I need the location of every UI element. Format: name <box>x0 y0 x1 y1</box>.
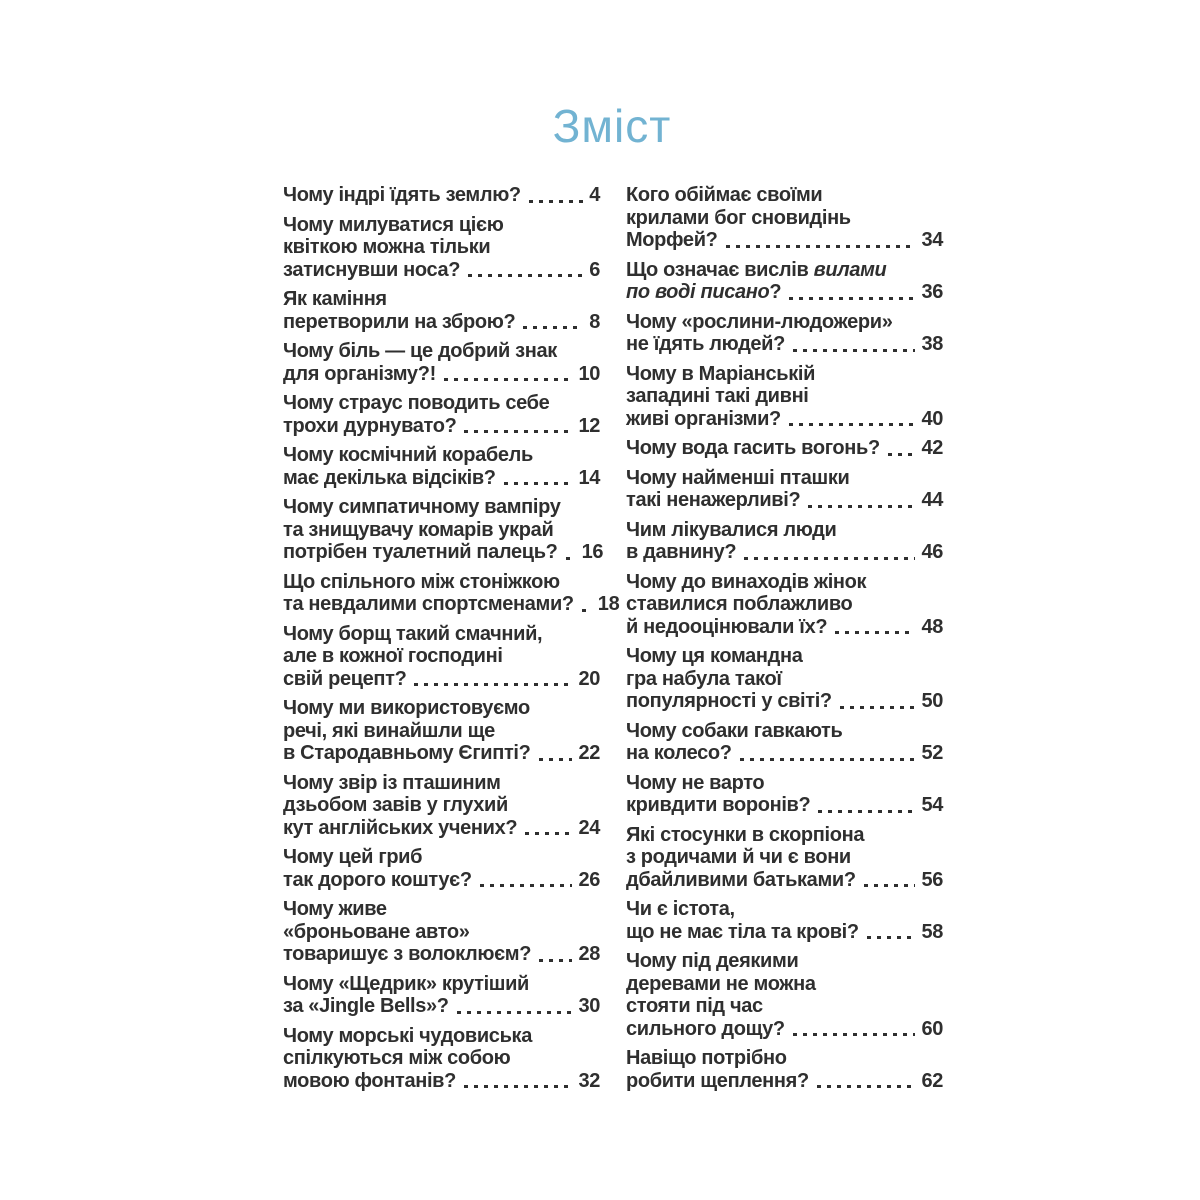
toc-entry-text: Що спільного між стоніжкою <box>283 570 560 593</box>
toc-entry-text: Кого обіймає своїми <box>626 184 823 206</box>
toc-entry-line <box>626 333 943 356</box>
toc-entry-line <box>626 593 943 616</box>
toc-entry <box>283 1025 600 1093</box>
toc-entry-text: западині такі дивні <box>626 385 809 407</box>
toc-entry-text: перетворили на зброю? <box>283 310 516 333</box>
page-number: 4 <box>589 184 600 206</box>
page-number: 62 <box>921 1069 943 1092</box>
dot-leader <box>818 810 915 813</box>
page-number: 20 <box>578 667 600 690</box>
toc-entry-line <box>283 742 600 765</box>
page-number: 32 <box>578 1069 600 1092</box>
toc-entry-line <box>626 281 943 304</box>
toc-entry-line <box>626 950 943 973</box>
toc-entry-text: товаришує з волоклюєм? <box>283 943 532 965</box>
toc-entry-text: «броньоване авто» <box>283 920 470 943</box>
page-title: Зміст <box>552 100 672 152</box>
toc-entry-line <box>283 973 600 996</box>
toc-entry-text: живі організми? <box>626 407 781 430</box>
toc-entry-text: Як каміння <box>283 288 387 310</box>
dot-leader <box>525 832 572 835</box>
toc-entry-line <box>626 772 943 795</box>
toc-entry-text: Чи є істота, <box>626 898 735 920</box>
toc-entry-line <box>283 259 600 282</box>
toc-entry-text: свій рецепт? <box>283 667 407 690</box>
toc-entry-text: Чому морські чудовиська <box>283 1024 532 1047</box>
page-number: 36 <box>921 281 943 303</box>
toc-entry-line <box>283 311 600 334</box>
toc-entry-text: Навіщо потрібно <box>626 1047 787 1069</box>
toc-entry-text: не їдять людей? <box>626 333 785 355</box>
page-number: 14 <box>578 466 600 489</box>
toc-entry-line <box>626 995 943 1018</box>
toc-entry <box>626 772 943 817</box>
toc-entry-text: Чому не варто <box>626 771 765 794</box>
toc-entry-line <box>626 363 943 386</box>
toc-entry-line <box>283 496 600 519</box>
toc-entry-line <box>626 668 943 691</box>
page-number: 34 <box>921 229 943 251</box>
toc-entry <box>626 311 943 356</box>
toc-entry-text: мовою фонтанів? <box>283 1069 456 1092</box>
toc-entry-line <box>283 184 600 207</box>
toc-entry-line <box>626 824 943 847</box>
dot-leader <box>523 326 583 329</box>
toc-entry-text: спілкуються між собою <box>283 1047 511 1069</box>
dot-leader <box>867 936 916 939</box>
toc-entry-line <box>626 408 943 431</box>
toc-entry-text: Чому космічний корабель <box>283 444 533 466</box>
toc-entry <box>283 697 600 765</box>
toc-entry-text: речі, які винайшли ще <box>283 719 495 742</box>
toc-entry-line <box>626 437 943 460</box>
toc-entry-line <box>283 571 600 594</box>
toc-entry-text: Чому «Щедрик» крутіший <box>283 972 529 995</box>
toc-entry-line <box>626 869 943 892</box>
toc-entry-line <box>626 1047 943 1070</box>
toc-entry-line <box>626 385 943 408</box>
toc-entry-line <box>283 817 600 840</box>
dot-leader <box>464 430 572 433</box>
toc-entry <box>626 898 943 943</box>
toc-entry-text: Які стосунки в скорпіона <box>626 823 865 846</box>
dot-leader <box>726 245 916 248</box>
page-number: 60 <box>921 1017 943 1040</box>
dot-leader <box>840 706 916 709</box>
dot-leader <box>789 297 915 300</box>
toc-entry <box>626 950 943 1040</box>
toc-entry <box>626 363 943 431</box>
toc-entry-text: ставилися поблажливо <box>626 593 853 615</box>
toc-entry-line <box>283 444 600 467</box>
toc-entry <box>626 184 943 252</box>
toc-entry-text: затиснувши носа? <box>283 258 461 281</box>
page-number: 16 <box>581 541 604 563</box>
toc-entry-line <box>626 846 943 869</box>
toc-entry-line <box>283 697 600 720</box>
toc-entry-line <box>626 898 943 921</box>
toc-entry-text: кривдити воронів? <box>626 794 811 816</box>
toc-entry-text: Чому найменші пташки <box>626 466 850 489</box>
toc-entry-text: Чому собаки гавкають <box>626 719 843 742</box>
toc-entry-text: популярності у світі? <box>626 690 832 712</box>
toc-column-left <box>283 184 620 1099</box>
toc-entry-text: дбайливими батьками? <box>626 868 856 891</box>
toc-entry-line <box>283 288 600 311</box>
toc-entry-line <box>283 340 600 363</box>
toc-entry-text: квіткою можна тільки <box>283 236 491 258</box>
toc-entry-line <box>626 184 943 207</box>
toc-entry-line <box>626 720 943 743</box>
toc-entry-text: по воді писано? <box>626 281 782 303</box>
dot-leader <box>504 482 573 485</box>
toc-entry-line <box>283 236 600 259</box>
toc-entry-line <box>626 467 943 490</box>
toc-entry <box>626 720 943 765</box>
page-number: 28 <box>578 943 600 965</box>
page-number: 24 <box>578 816 600 839</box>
toc-entry-text: але в кожної господині <box>283 645 503 667</box>
toc-entry-text: такі ненажерливі? <box>626 489 801 511</box>
toc-entry-text: потрібен туалетний палець? <box>283 541 558 563</box>
toc-entry-text: Чому в Маріанській <box>626 362 816 385</box>
toc-entry <box>283 623 600 691</box>
dot-leader <box>468 274 583 277</box>
toc-entry-line <box>283 846 600 869</box>
toc-entry-text: крилами бог сновидінь <box>626 206 851 229</box>
toc-entry <box>283 392 600 437</box>
toc-entry-text: з родичами й чи є вони <box>626 846 851 868</box>
toc-entry <box>626 467 943 512</box>
dot-leader <box>539 758 573 761</box>
toc-entry-line <box>283 392 600 415</box>
toc-entry-line <box>626 229 943 252</box>
dot-leader <box>817 1085 916 1088</box>
page-number: 58 <box>921 920 943 943</box>
dot-leader <box>808 505 915 508</box>
dot-leader <box>566 557 576 560</box>
toc-entry <box>626 1047 943 1092</box>
toc-entry-text: Чому симпатичному вампіру <box>283 496 561 518</box>
toc-entry-line <box>283 943 600 966</box>
toc-entry-text: Чому борщ такий смачний, <box>283 622 543 645</box>
toc-entry-text: Чому страус поводить себе <box>283 392 550 414</box>
dot-leader <box>539 959 572 962</box>
toc-entry-line <box>283 869 600 892</box>
dot-leader <box>864 884 916 887</box>
toc-entry-text: Чим лікувалися люди <box>626 518 837 541</box>
toc-entry-text: й недооцінювали їх? <box>626 615 828 638</box>
toc-entry-text: Чому біль — це добрий знак <box>283 340 557 362</box>
toc-entry-text: та невдалими спортсменами? <box>283 593 574 615</box>
toc-entry-text: гра набула такої <box>626 667 782 690</box>
toc-entry-line <box>283 519 600 542</box>
toc-entry-text: кут англійських учених? <box>283 816 518 839</box>
dot-leader <box>480 884 573 887</box>
toc-entry-text: Чому «рослини-людожери» <box>626 310 893 333</box>
toc-entry-text: в Стародавньому Єгипті? <box>283 742 531 764</box>
toc-entry-text: дзьобом завів у глухий <box>283 794 508 816</box>
page-number: 52 <box>921 742 943 764</box>
toc-entry <box>283 496 604 564</box>
toc-entry-line <box>283 668 600 691</box>
page-number: 42 <box>921 437 943 459</box>
page-number: 44 <box>921 489 943 511</box>
toc-entry-line <box>626 311 943 334</box>
toc-entry-line <box>283 898 600 921</box>
toc-entry-text: Чому живе <box>283 898 387 920</box>
toc-entry-line <box>283 1070 600 1093</box>
toc-entry-line <box>626 541 943 564</box>
toc-entry <box>283 288 600 333</box>
toc-entry-line <box>626 489 943 512</box>
toc-entry-line <box>626 519 943 542</box>
toc-entry-text: трохи дурнувато? <box>283 414 457 437</box>
page-number: 38 <box>921 333 943 355</box>
toc-entry <box>283 898 600 966</box>
toc-entry-text: робити щеплення? <box>626 1069 809 1092</box>
toc-entry-text: та знищувачу комарів украй <box>283 518 554 541</box>
dot-leader <box>582 609 592 612</box>
toc-entry-line <box>283 1047 600 1070</box>
toc-entry-text: деревами не можна <box>626 972 816 995</box>
toc-entry-text: що не має тіла та крові? <box>626 920 859 943</box>
toc-entry-line <box>283 995 600 1018</box>
toc-entry-line <box>283 794 600 817</box>
dot-leader <box>793 1033 916 1036</box>
toc-entry-line <box>626 207 943 230</box>
toc-entry <box>283 973 600 1018</box>
page-number: 18 <box>597 593 620 615</box>
toc-entry <box>626 259 943 304</box>
toc-entry-line <box>283 415 600 438</box>
toc-entry <box>283 846 600 891</box>
toc-entry-text: стояти під час <box>626 995 763 1017</box>
toc-entry-line <box>626 645 943 668</box>
toc-entry-line <box>626 1070 943 1093</box>
page-number: 6 <box>589 258 600 281</box>
toc-entry-line <box>283 593 620 616</box>
dot-leader <box>793 349 915 352</box>
page-number: 50 <box>921 690 943 712</box>
toc-entry-line <box>283 467 600 490</box>
toc-entry-line <box>283 921 600 944</box>
toc-entry-text: сильного дощу? <box>626 1017 785 1040</box>
toc-entry-text: для організму?! <box>283 362 436 385</box>
toc-entry-line <box>283 1025 600 1048</box>
toc-entry-line <box>626 571 943 594</box>
toc-entry <box>283 772 600 840</box>
dot-leader <box>888 453 916 456</box>
toc-entry-text: Чому вода гасить вогонь? <box>626 437 880 459</box>
toc-entry-text: за «Jingle Bells»? <box>283 995 449 1017</box>
page-number: 54 <box>921 794 943 816</box>
toc-entry <box>626 571 943 639</box>
toc-entry-text: Чому індрі їдять землю? <box>283 184 521 206</box>
toc-entry-text: Що означає вислів вилами <box>626 258 887 281</box>
toc-entry-text: має декілька відсіків? <box>283 466 496 489</box>
toc-entry-text: Чому цей гриб <box>283 846 423 868</box>
toc-entry-line <box>626 690 943 713</box>
toc-columns <box>283 184 943 1099</box>
page-number: 12 <box>578 414 600 437</box>
page-number: 22 <box>578 742 600 764</box>
toc-entry <box>626 437 943 460</box>
toc-entry-line <box>626 616 943 639</box>
page-number: 26 <box>578 868 600 891</box>
dot-leader <box>464 1085 572 1088</box>
toc-entry-line <box>626 259 943 282</box>
dot-leader <box>444 378 573 381</box>
toc-entry-line <box>283 541 604 564</box>
dot-leader <box>457 1011 573 1014</box>
page-number: 30 <box>578 995 600 1017</box>
toc-entry-line <box>283 214 600 237</box>
toc-entry-line <box>626 921 943 944</box>
toc-entry-text: Чому до винаходів жінок <box>626 570 867 593</box>
toc-entry <box>626 824 943 892</box>
page-number: 48 <box>921 615 943 638</box>
toc-entry-line <box>283 623 600 646</box>
toc-column-right <box>626 184 943 1099</box>
toc-entry-text: Чому ми використовуємо <box>283 697 530 719</box>
toc-entry-text: Чому ця командна <box>626 645 803 667</box>
page-number: 40 <box>921 407 943 430</box>
toc-entry-line <box>626 794 943 817</box>
toc-entry-line <box>626 973 943 996</box>
page-number: 10 <box>578 362 600 385</box>
page-number: 8 <box>589 310 600 333</box>
page-number: 56 <box>921 868 943 891</box>
toc-entry <box>283 570 620 616</box>
toc-entry <box>283 340 600 385</box>
toc-entry <box>626 519 943 564</box>
toc-entry <box>283 214 600 282</box>
toc-entry-text: Морфей? <box>626 229 718 251</box>
toc-entry-text: Чому милуватися цією <box>283 213 504 236</box>
dot-leader <box>789 423 916 426</box>
dot-leader <box>835 631 915 634</box>
toc-entry <box>283 184 600 207</box>
toc-entry-line <box>283 363 600 386</box>
toc-entry-text: Чому звір із пташиним <box>283 771 501 794</box>
dot-leader <box>414 683 572 686</box>
toc-entry <box>283 444 600 489</box>
toc-entry <box>626 645 943 713</box>
toc-entry-text: на колесо? <box>626 742 732 764</box>
dot-leader <box>529 200 583 203</box>
toc-entry-line <box>626 742 943 765</box>
toc-entry-line <box>283 720 600 743</box>
dot-leader <box>744 557 915 560</box>
toc-entry-text: в давнину? <box>626 541 737 563</box>
page-number: 46 <box>921 541 943 563</box>
toc-entry-text: Чому під деякими <box>626 950 799 972</box>
toc-entry-line <box>283 645 600 668</box>
toc-entry-line <box>626 1018 943 1041</box>
toc-entry-text: так дорого коштує? <box>283 868 472 891</box>
dot-leader <box>740 758 916 761</box>
toc-entry-line <box>283 772 600 795</box>
